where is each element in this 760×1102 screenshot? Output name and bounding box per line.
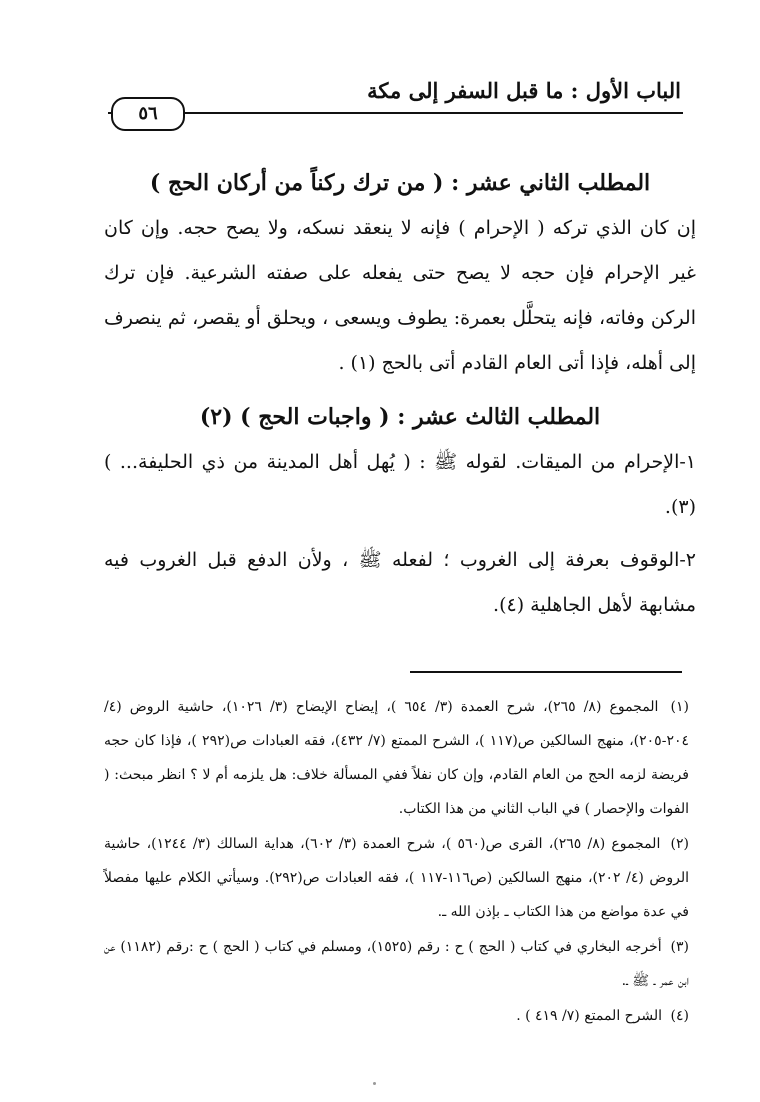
- header-rule: [108, 112, 683, 114]
- footnote-separator: [410, 671, 682, 673]
- footnotes: [104, 690, 689, 1034]
- footnote-number: (٣): [670, 939, 689, 955]
- paragraph-12: إن كان الذي تركه ( الإحرام ) فإنه لا ينعقد نسكه، ولا يصح حجه. وإن كان غير الإحرام فإن حجه لا يصح حتى يفعله على صفته الشرعية. فإن ترك الركن وفاته، فإنه يتحلَّل بعمرة: يطوف ويسعى ، ويحلق أو يقصر، ثم ينصرف إلى أهله، فإذا أتى العام القادم أتى بالحج (١) .: [104, 217, 696, 374]
- footnote-number: (٤): [670, 1008, 689, 1024]
- footnote-number: (١): [670, 699, 689, 715]
- footnote-text: المجموع (٨/ ٢٦٥)، القرى ص(٥٦٠ )، شرح العمدة (٣/ ٦٠٢)، هداية السالك (٣/ ١٢٤٤)، حاشية الروض (٤/ ٢٠٢)، منهج السالكين (ص١١٦-١١٧ )، فقه العبادات ص(٢٩٢). وسيأتي الكلام عليها مفصلاً في عدة مواضع من هذا الكتاب ـ بإذن الله ـ.: [104, 836, 690, 920]
- list-item-2: ٢-الوقوف بعرفة إلى الغروب ؛ لفعله ﷺ ، ولأن الدفع قبل الغروب فيه مشابهة لأهل الجاهلية (٤).: [104, 549, 696, 616]
- scan-speck: [373, 1082, 376, 1085]
- list-item-1: ١-الإحرام من الميقات. لقوله ﷺ : ( يُهل أهل المدينة من ذي الحليفة... ) (٣).: [104, 451, 696, 518]
- footnote-2: [104, 827, 689, 929]
- section-heading-13: المطلب الثالث عشر : ( واجبات الحج ) (٢): [199, 404, 601, 430]
- footnote-3: [104, 930, 689, 998]
- spacer: [104, 530, 696, 538]
- running-title: الباب الأول : ما قبل السفر إلى مكة: [367, 78, 681, 103]
- main-text: [104, 160, 696, 628]
- spacer: [104, 386, 696, 394]
- footnote-text: المجموع (٨/ ٢٦٥)، شرح العمدة (٣/ ٦٥٤ )، إيضاح الإيضاح (٣/ ١٠٢٦)، حاشية الروض (٤/ ٢٠٤-٢٠٥)، منهج السالكين ص(١١٧ )، الشرح الممتع (٧/ ٤٣٢)، فقه العبادات ص(٢٩٢ )، فإذا كان حجه فريضة لزمه الحج من العام القادم، وإن كان نفلاً ففي المسألة خلاف: هل يلزمه أم لا ؟ انظر مبحث: ( الفوات والإحصار ) في الباب الثاني من هذا الكتاب.: [104, 699, 689, 817]
- footnote-text: أخرجه البخاري في كتاب ( الحج ) ح : رقم (١٥٢٥)، ومسلم في كتاب ( الحج ) ح :رقم (١١٨٢) عن ابن عمر ـ ﷺ ـ.: [104, 939, 689, 989]
- footnote-1: [104, 690, 689, 826]
- page-number: ٥٦: [111, 97, 185, 131]
- footnote-text: الشرح الممتع (٧/ ٤١٩ ) .: [516, 1008, 663, 1024]
- page-header: [108, 68, 683, 128]
- footnote-number: (٢): [670, 836, 690, 852]
- section-heading-12: المطلب الثاني عشر : ( من ترك ركناً من أركان الحج ): [149, 170, 651, 196]
- footnote-4: [104, 999, 689, 1033]
